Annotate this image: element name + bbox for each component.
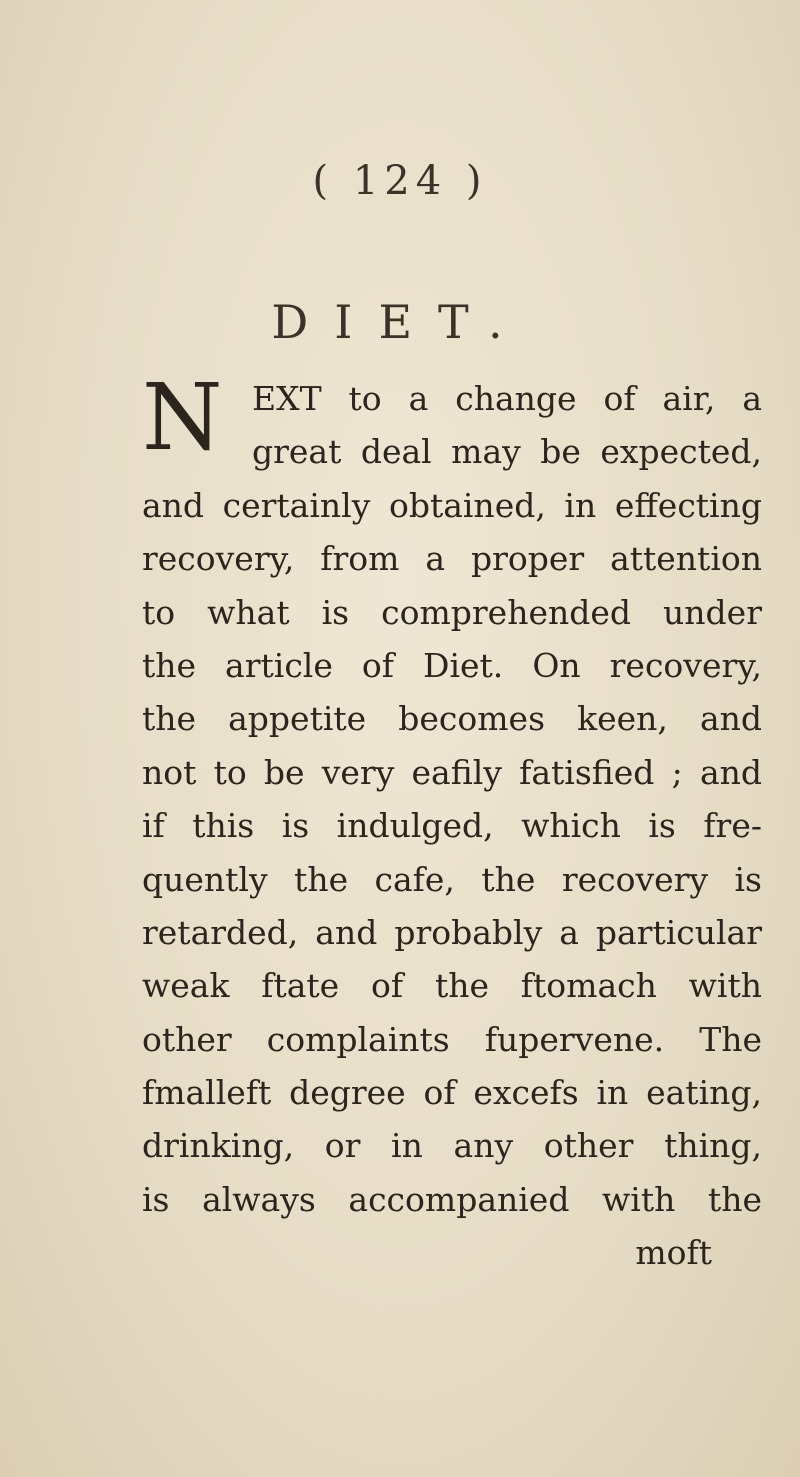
page-number: ( 124 ) [312, 158, 488, 204]
catchword: moft [635, 1233, 712, 1273]
text-line: drinking, or in any other thing, [142, 1126, 762, 1166]
text-line: fmalleft degree of excefs in eating, [142, 1073, 762, 1113]
text-line: great deal may be expected, [252, 432, 762, 472]
text-line: other complaints fupervene. The [142, 1019, 762, 1059]
body-text [142, 364, 762, 1280]
drop-cap: N [142, 364, 223, 471]
text-line: EXT to a change of air, a [252, 379, 762, 418]
section-heading: DIET. [271, 295, 529, 349]
text-line: not to be very eafily fatisfied ; and [142, 752, 762, 792]
text-line: weak ftate of the ftomach with [142, 966, 762, 1006]
text-line: and certainly obtained, in effecting [142, 485, 762, 525]
text-line: the article of Diet. On recovery, [142, 645, 762, 685]
text-line: retarded, and probably a particular [142, 912, 762, 952]
text-line: to what is comprehended under [142, 592, 762, 632]
text-line: quently the cafe, the recovery is [142, 859, 762, 899]
text-line: if this is indulged, which is fre- [142, 806, 762, 846]
text-line: is always accompanied with the [142, 1179, 762, 1219]
text-line: the appetite becomes keen, and [142, 699, 762, 739]
text-line: recovery, from a proper attention [142, 539, 762, 579]
